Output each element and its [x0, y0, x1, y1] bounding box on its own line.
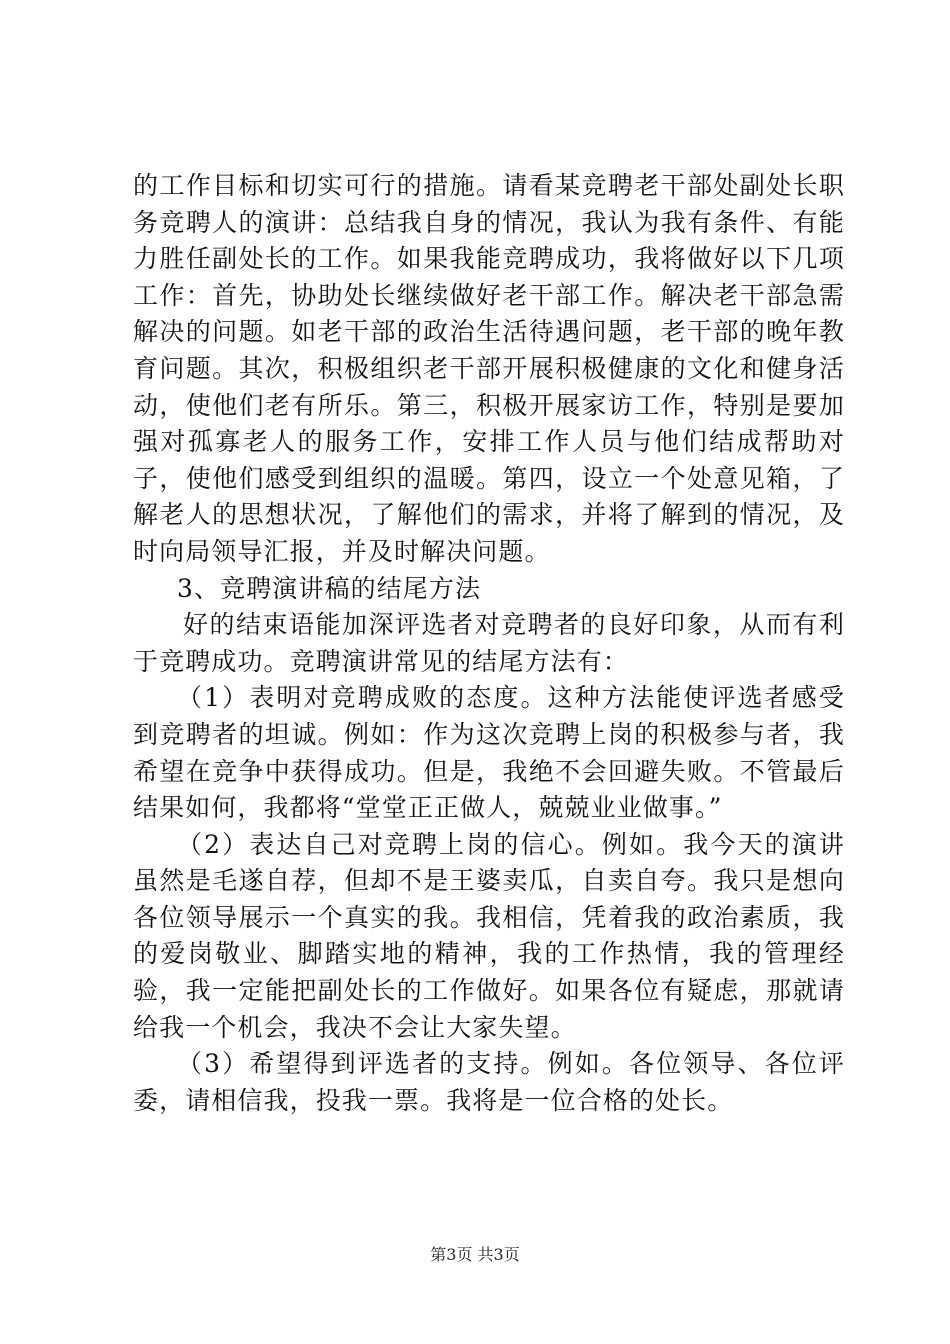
list-item-2: （2）表达自己对竞聘上岗的信心。例如。我今天的演讲虽然是毛遂自荐，但却不是王婆卖瓜，自卖自夸。我只是想向各位领导展示一个真实的我。我相信，凭着我的政治素质，我的爱岗敬业、脚踏实地的精神，我的工作热情，我的管理经验，我一定能把副处长的工作做好。如果各位有疑虑，那就请给我一个机会，我决不会让大家失望。: [133, 829, 845, 1042]
list-item-1: （1）表明对竞聘成败的态度。这种方法能使评选者感受到竞聘者的坦诚。例如：作为这次竞聘上岗的积极参与者，我希望在竞争中获得成功。但是，我绝不会回避失败。不管最后结果如何，我都将“堂堂正正做人，兢兢业业做事。”: [133, 683, 845, 823]
section-heading: 3、竞聘演讲稿的结尾方法: [177, 573, 482, 603]
document-body: [133, 168, 845, 1119]
page-footer: 第3页 共3页: [430, 1245, 520, 1264]
paragraph-intro: 好的结束语能加深评选者对竞聘者的良好印象，从而有利于竞聘成功。竞聘演讲常见的结尾方法有：: [133, 610, 845, 676]
paragraph-continuation: 的工作目标和切实可行的措施。请看某竞聘老干部处副处长职务竞聘人的演讲：总结我自身的情况，我认为我有条件、有能力胜任副处长的工作。如果我能竞聘成功，我将做好以下几项工作：首先，协助处长继续做好老干部工作。解决老干部急需解决的问题。如老干部的政治生活待遇问题，老干部的晚年教育问题。其次，积极组织老干部开展积极健康的文化和健身活动，使他们老有所乐。第三，积极开展家访工作，特别是要加强对孤寡老人的服务工作，安排工作人员与他们结成帮助对子，使他们感受到组织的温暖。第四，设立一个处意见箱，了解老人的思想状况，了解他们的需求，并将了解到的情况，及时向局领导汇报，并及时解决问题。: [133, 171, 845, 566]
list-item-3: （3）希望得到评选者的支持。例如。各位领导、各位评委，请相信我，投我一票。我将是一位合格的处长。: [133, 1049, 845, 1115]
